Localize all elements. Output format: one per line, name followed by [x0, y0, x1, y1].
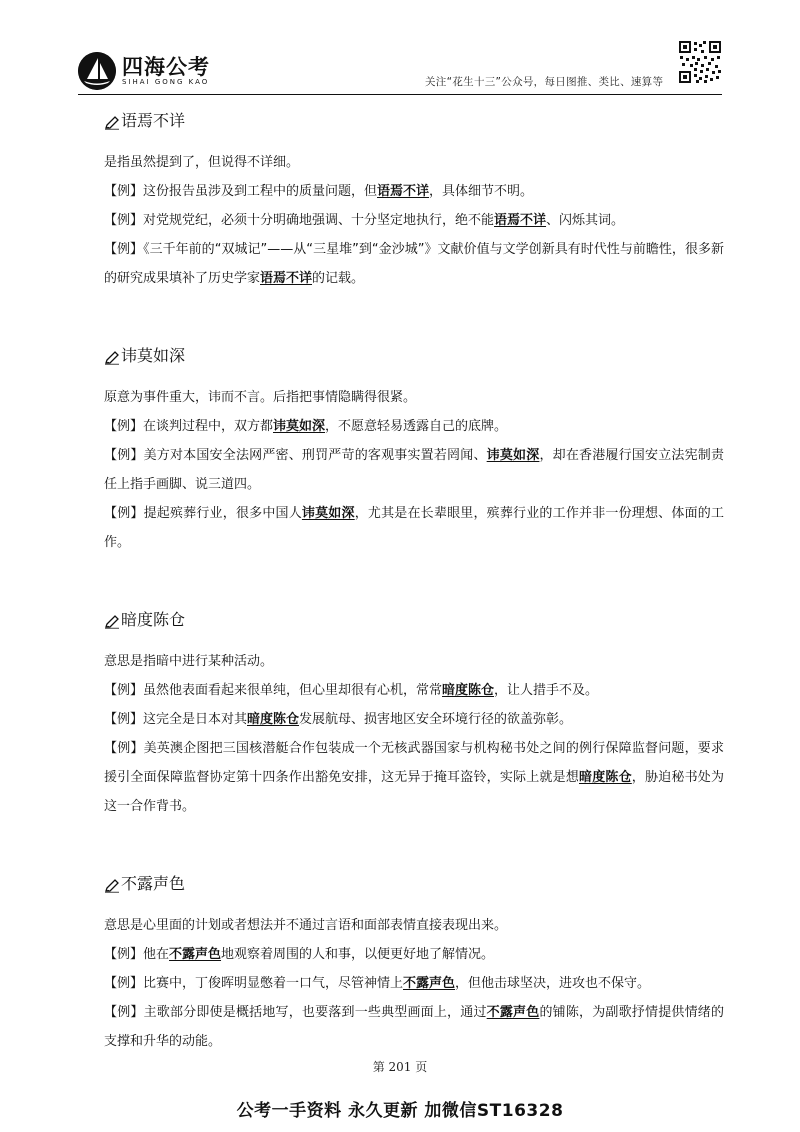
idiom-highlight: 讳莫如深 — [273, 419, 326, 434]
example-sentence — [104, 499, 724, 557]
pencil-icon — [104, 349, 120, 363]
example-text: 【例】在谈判过程中，双方都 — [104, 419, 274, 434]
idiom-highlight: 语焉不详 — [494, 213, 547, 228]
example-sentence — [104, 177, 724, 206]
example-text: ，胁迫秘书处为这一合作背书。 — [104, 770, 724, 814]
example-text: 【例】虽然他表面看起来很单纯，但心里却很有心机，常常 — [104, 683, 443, 698]
section-title-text: 不露声色 — [121, 874, 186, 893]
definition: 是指虽然提到了，但说得不详细。 — [104, 155, 300, 170]
example-sentence — [104, 206, 724, 235]
header-divider — [78, 94, 722, 95]
example-text: 【例】美英澳企图把三国核潜艇合作包装成一个无核武器国家与机构秘书处之间的例行保障监督问题，要求援引全面保障监督协定第十四条作出豁免安排，这无异于掩耳盗铃，实际上就是想 — [104, 741, 724, 785]
section-title — [104, 873, 724, 895]
footer-banner: 公考一手资料 永久更新 加微信ST16328 — [236, 1101, 564, 1121]
document-body — [104, 110, 724, 1108]
example-text: 【例】对党规党纪，必须十分明确地强调、十分坚定地执行，绝不能 — [104, 213, 495, 228]
logo-title: 四海公考 — [122, 54, 210, 79]
idiom-highlight: 语焉不详 — [377, 184, 430, 199]
page-number: 第 201 页 — [372, 1060, 428, 1074]
example-sentence — [104, 940, 724, 969]
section-title-text: 语焉不详 — [121, 111, 186, 130]
logo-subtitle: SIHAI GONG KAO — [122, 77, 210, 86]
idiom-section — [104, 110, 724, 293]
example-text: 【例】《三千年前的“双城记”——从“三星堆”到“金沙城”》文献价值与文学创新具有时代性与前瞻性，很多新的研究成果填补了历史学家 — [104, 242, 724, 286]
idiom-section — [104, 345, 724, 557]
example-text: 地观察着周围的人和事，以便更好地了解情况。 — [221, 947, 495, 962]
example-text: 【例】这完全是日本对其 — [104, 712, 248, 727]
idiom-highlight: 讳莫如深 — [486, 448, 540, 463]
idiom-highlight: 暗度陈仓 — [579, 770, 632, 785]
definition: 意思是指暗中进行某种活动。 — [104, 654, 274, 669]
example-sentence — [104, 441, 724, 499]
idiom-highlight: 不露声色 — [403, 976, 456, 991]
example-text: 发展航母、损害地区安全环境行径的欲盖弥彰。 — [299, 712, 573, 727]
example-text: 【例】他在 — [104, 947, 170, 962]
definition: 原意为事件重大，讳而不言。后指把事情隐瞒得很紧。 — [104, 390, 417, 405]
example-sentence — [104, 412, 724, 441]
pencil-icon — [104, 114, 120, 128]
sailboat-logo-icon — [78, 52, 116, 90]
idiom-highlight: 暗度陈仓 — [247, 712, 300, 727]
example-text: ，不愿意轻易透露自己的底牌。 — [325, 419, 508, 434]
example-text: 【例】比赛中，丁俊晖明显憋着一口气，尽管神情上 — [104, 976, 404, 991]
example-text: 、闪烁其词。 — [546, 213, 625, 228]
page-header — [0, 0, 800, 100]
example-text: 【例】这份报告虽涉及到工程中的质量问题，但 — [104, 184, 378, 199]
pencil-icon — [104, 613, 120, 627]
example-text: ，让人措手不及。 — [494, 683, 599, 698]
example-text: 【例】主歌部分即使是概括地写，也要落到一些典型画面上，通过 — [104, 1005, 487, 1020]
example-text: ，却在香港履行国安立法宪制责任上指手画脚、说三道四。 — [104, 448, 724, 492]
logo-text — [122, 56, 210, 87]
definition: 意思是心里面的计划或者想法并不通过言语和面部表情直接表现出来。 — [104, 918, 508, 933]
section-title — [104, 110, 724, 132]
header-tagline: 关注“花生十三”公众号，每日图推、类比、速算等 — [425, 76, 664, 88]
example-sentence — [104, 705, 724, 734]
idiom-highlight: 不露声色 — [486, 1005, 540, 1020]
idiom-section — [104, 873, 724, 1056]
example-text: 的记载。 — [312, 271, 365, 286]
logo — [78, 52, 210, 90]
idiom-highlight: 不露声色 — [169, 947, 222, 962]
section-title-text: 讳莫如深 — [121, 346, 186, 365]
example-text: 的铺陈，为副歌抒情提供情绪的支撑和升华的动能。 — [104, 1005, 724, 1049]
example-text: 【例】提起殡葬行业，很多中国人 — [104, 506, 302, 521]
idiom-highlight: 语焉不详 — [260, 271, 313, 286]
idiom-highlight: 暗度陈仓 — [442, 683, 495, 698]
qr-code-icon — [678, 40, 722, 84]
section-title — [104, 609, 724, 631]
example-text: ，但他击球坚决，进攻也不保守。 — [455, 976, 651, 991]
example-sentence — [104, 676, 724, 705]
example-sentence — [104, 734, 724, 821]
pencil-icon — [104, 877, 120, 891]
example-sentence — [104, 969, 724, 998]
idiom-highlight: 讳莫如深 — [301, 506, 355, 521]
example-sentence — [104, 235, 724, 293]
idiom-section — [104, 609, 724, 821]
section-title-text: 暗度陈仓 — [121, 610, 186, 629]
example-sentence — [104, 998, 724, 1056]
example-text: ，具体细节不明。 — [429, 184, 534, 199]
example-text: 【例】美方对本国安全法网严密、刑罚严苛的客观事实置若罔闻、 — [104, 448, 487, 463]
example-text: ，尤其是在长辈眼里，殡葬行业的工作并非一份理想、体面的工作。 — [104, 506, 724, 550]
section-title — [104, 345, 724, 367]
